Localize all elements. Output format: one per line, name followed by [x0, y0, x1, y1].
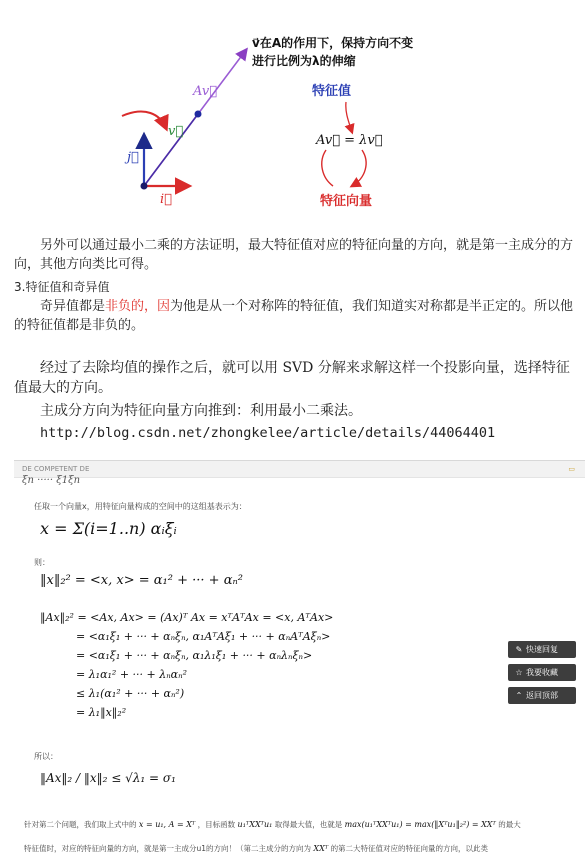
- pencil-icon: ✎: [515, 645, 523, 654]
- figure-caption-line2: 进行比例为λ的伸缩: [252, 54, 356, 68]
- eigenvalue-label: 特征值: [312, 84, 352, 99]
- toolbar-text: DE COMPETENT DE: [22, 465, 90, 473]
- eigenvector-brace: [322, 150, 366, 186]
- paragraph-svd: [14, 358, 574, 398]
- eigenvector-label: 特征向量: [320, 194, 373, 209]
- label-v: v⃗: [168, 124, 184, 139]
- favorite-button[interactable]: [508, 664, 576, 681]
- origin-dot: [141, 183, 148, 190]
- bottom-line1-d: 的最大: [498, 820, 521, 829]
- paragraph-least-squares: [14, 236, 574, 274]
- bottom-line1-eq3: max(u₁ᵀXXᵀu₁) = max(‖Xᵀu₁‖₂²) = XXᵀ: [344, 820, 496, 829]
- bottom-line2-eq: XXᵀ: [313, 844, 329, 853]
- quick-reply-label: 快速回复: [526, 645, 558, 654]
- paragraph-singular-values: [14, 297, 574, 335]
- label-av: Av⃗: [193, 84, 218, 99]
- figure-caption-line1: v⃗在A的作用下，保持方向不变: [252, 36, 414, 50]
- equation-ax-block: [40, 611, 510, 725]
- bottom-line1-eq2: u₁ᵀXXᵀu₁: [237, 820, 273, 829]
- folder-icon: ▭: [568, 465, 575, 473]
- red-curved-arrow: [122, 112, 166, 128]
- label-j: j⃗: [127, 150, 139, 165]
- eigenvalue-pointer: [346, 102, 352, 132]
- singular-text-a: 奇异值都是: [40, 299, 106, 314]
- equation-x-sum: x = Σ(i=1..n) αᵢξᵢ: [40, 519, 177, 538]
- back-to-top-button[interactable]: [508, 687, 576, 704]
- equation-ax-line: = λ₁‖x‖₂²: [76, 706, 127, 719]
- bottom-line1-b: ，目标函数: [197, 820, 236, 829]
- screenshot-toolbar: [14, 461, 585, 478]
- singular-text-red: 非负的，因: [105, 299, 171, 314]
- eigen-equation: Av⃗ = λv⃗: [316, 133, 383, 148]
- embedded-screenshot: [14, 460, 585, 868]
- equation-ax-line: = λ₁α₁² + ··· + λₙαₙ²: [76, 668, 187, 681]
- section-heading-3: 3.特征值和奇异值: [14, 280, 110, 294]
- equation-ax-line: = <α₁ξ₁ + ··· + αₙξₙ, α₁AᵀAξ₁ + ··· + αₙAᵀAξₙ>: [76, 630, 331, 643]
- singular-text-b: 为他是从一个对称阵的特征值，我们知道实对称都是半正定的。所以他的特征值都是非负的。: [14, 299, 574, 333]
- quick-reply-button[interactable]: [508, 641, 576, 658]
- back-to-top-label: 返回顶部: [526, 691, 558, 700]
- cut-formula-top: ξn ····· ξ1ξn: [22, 475, 81, 486]
- equation-ax-line: = <α₁ξ₁ + ··· + αₙξₙ, α₁λ₁ξ₁ + ··· + αₙλₙξₙ>: [76, 649, 313, 662]
- v-endpoint-dot: [195, 111, 202, 118]
- label-i: i⃗: [160, 192, 172, 207]
- bottom-line1-eq1: x = u₁, A = Xᵀ: [138, 820, 196, 829]
- figure-caption: [252, 34, 413, 70]
- equation-norm-x: ‖x‖₂² = <x, x> = α₁² + ··· + αₙ²: [40, 573, 243, 588]
- equation-ax-line: ≤ λ₁(α₁² + ··· + αₙ²): [76, 687, 185, 700]
- paragraph-least-squares-text: 另外可以通过最小二乘的方法证明，最大特征值对应的特征向量的方向，就是第一主成分的方向，其他方向类比可得。: [14, 238, 574, 272]
- bottom-line1-c: 取得最大值，也就是: [274, 820, 343, 829]
- paragraph-svd-text: 经过了去除均值的操作之后，就可以用 SVD 分解来求解这样一个投影向量，选择特征值最大的方向。: [14, 360, 570, 396]
- eigenvector-figure: [0, 0, 585, 225]
- intro-text: 任取一个向量x，用特征向量构成的空间中的这组基表示为：: [34, 502, 247, 511]
- bottom-line2-b: 的第二大特征值对应的特征向量的方向，以此类: [330, 844, 489, 853]
- bottom-line1-a: 针对第二个问题，我们取上式中的: [24, 820, 137, 829]
- bottom-line-1: [24, 819, 584, 830]
- source-link[interactable]: http://blog.csdn.net/zhongkelee/article/details/44064401: [40, 425, 496, 441]
- paragraph-derivation: 主成分方向为特征向量方向推到：利用最小二乘法。: [40, 403, 362, 419]
- equation-ax-line: ‖Ax‖₂² = <Ax, Ax> = (Ax)ᵀ Ax = xᵀAᵀAx = <x, AᵀAx>: [40, 611, 334, 624]
- bottom-line-2: [24, 843, 584, 854]
- bottom-line2-a: 特征值时，对应的特征向量的方向，就是第一主成分u1的方向！（第二主成分的方向为: [24, 844, 312, 853]
- equation-ratio: ‖Ax‖₂ / ‖x‖₂ ≤ √λ₁ = σ₁: [40, 771, 176, 785]
- favorite-label: 我要收藏: [526, 668, 558, 677]
- then-label: 则：: [34, 558, 50, 567]
- star-icon: ☆: [515, 668, 523, 677]
- chevron-up-icon: ⌃: [515, 691, 523, 700]
- so-label: 所以：: [34, 752, 58, 761]
